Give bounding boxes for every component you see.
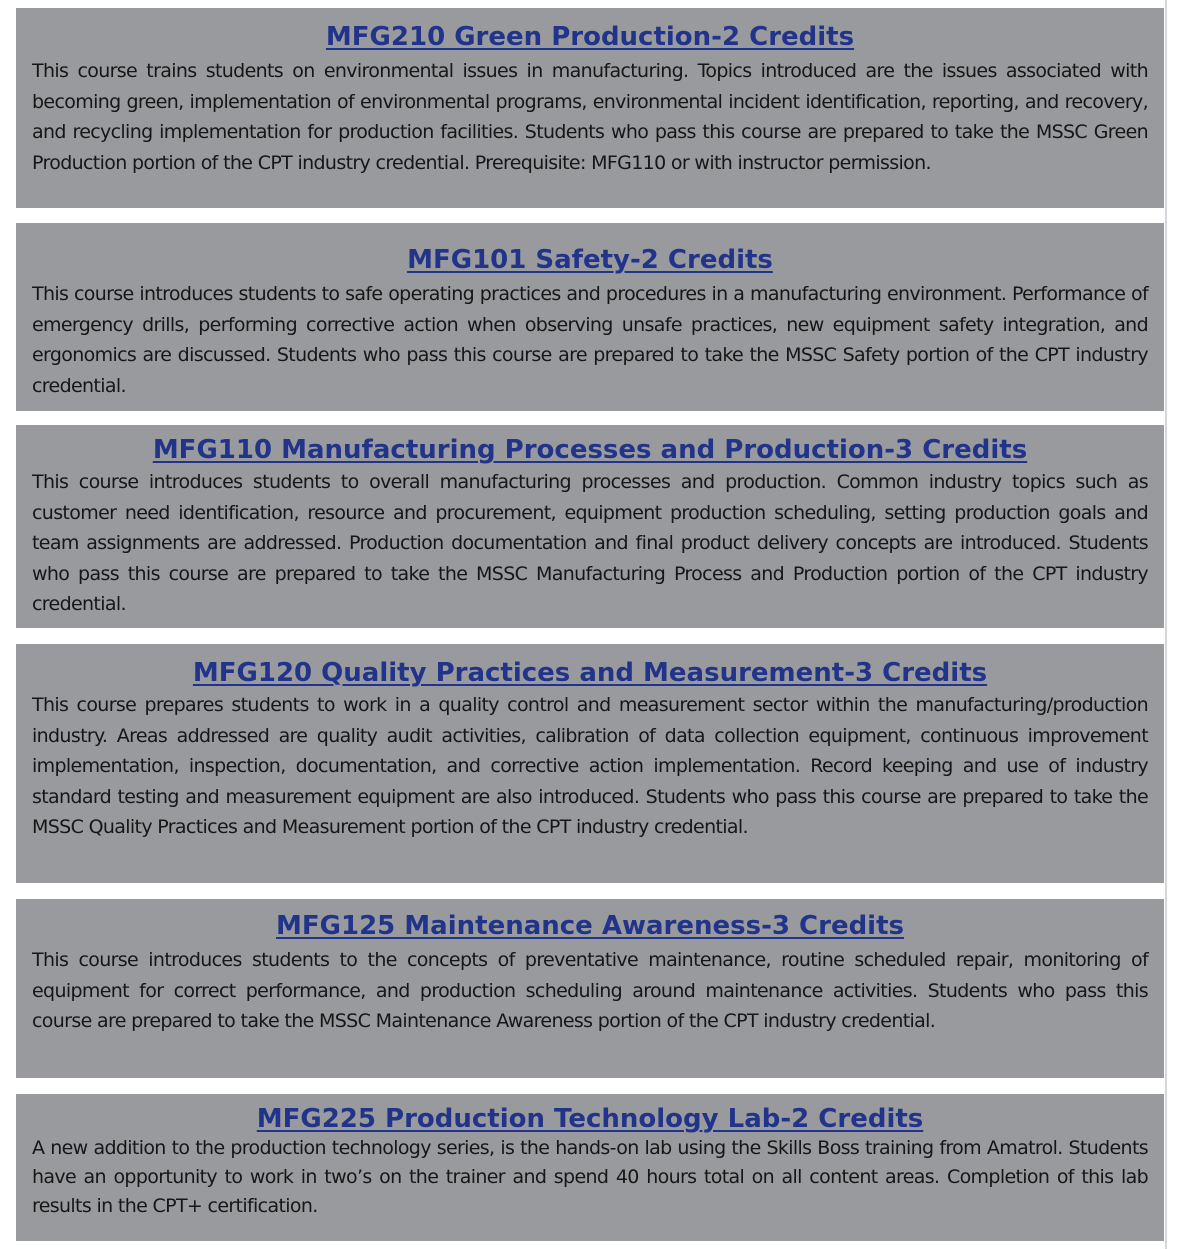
course-title: MFG125 Maintenance Awareness-3 Credits [276, 911, 904, 941]
course-title: MFG210 Green Production-2 Credits [325, 22, 855, 52]
course-description: A new addition to the production technology series, is the hands-on lab using the Skills Boss training from Amatrol. Students have an opportunity to work in two’s on the trainer and spend 40 hours total on all content areas. Completion of this lab results in the CPT+ certification. [32, 1137, 1148, 1217]
course-description: This course introduces students to overall manufacturing processes and production. Common industry topics such as customer need identification, resource and procurement, equipment production scheduling, setting production goals and team assignments are addressed. Production documentation and final product delivery concepts are introduced. Students who pass this course are prepared to take the MSSC Manufacturing Process and Production portion of the CPT industry credential. [32, 471, 1148, 615]
course-panel-mfg210 [16, 8, 1164, 208]
course-description: This course prepares students to work in a quality control and measurement sector within the manufacturing/production industry. Areas addressed are quality audit activities, calibration of data collection equipment, continuous improvement implementation, inspection, documentation, and corrective action implementation. Record keeping and use of industry standard testing and measurement equipment are also introduced. Students who pass this course are prepared to take the MSSC Quality Practices and Measurement portion of the CPT industry credential. [32, 694, 1148, 838]
course-title: MFG225 Production Technology Lab-2 Credits [256, 1104, 924, 1134]
page-edge-divider [1165, 0, 1167, 1249]
course-description: This course introduces students to the concepts of preventative maintenance, routine scheduled repair, monitoring of equipment for correct performance, and production scheduling around maintenance activities. Students who pass this course are prepared to take the MSSC Maintenance Awareness portion of the CPT industry credential. [32, 949, 1148, 1032]
course-panel-mfg110 [16, 425, 1164, 628]
course-panel-mfg120 [16, 644, 1164, 883]
course-panel-mfg101 [16, 223, 1164, 411]
course-panel-mfg225 [16, 1094, 1164, 1241]
course-description: This course introduces students to safe operating practices and procedures in a manufacturing environment. Performance of emergency drills, performing corrective action when observing unsafe practices, new equipment safety integration, and ergonomics are discussed. Students who pass this course are prepared to take the MSSC Safety portion of the CPT industry credential. [32, 283, 1148, 397]
course-title: MFG101 Safety-2 Credits [407, 245, 773, 275]
course-title: MFG120 Quality Practices and Measurement-3 Credits [192, 658, 988, 688]
course-description: This course trains students on environmental issues in manufacturing. Topics introduced are the issues associated with becoming green, implementation of environmental programs, environmental incident identification, reporting, and recovery, and recycling implementation for production facilities. Students who pass this course are prepared to take the MSSC Green Production portion of the CPT industry credential. Prerequisite: MFG110 or with instructor permission. [32, 60, 1148, 174]
course-title: MFG110 Manufacturing Processes and Production-3 Credits [152, 435, 1028, 465]
course-panel-mfg125 [16, 899, 1164, 1078]
